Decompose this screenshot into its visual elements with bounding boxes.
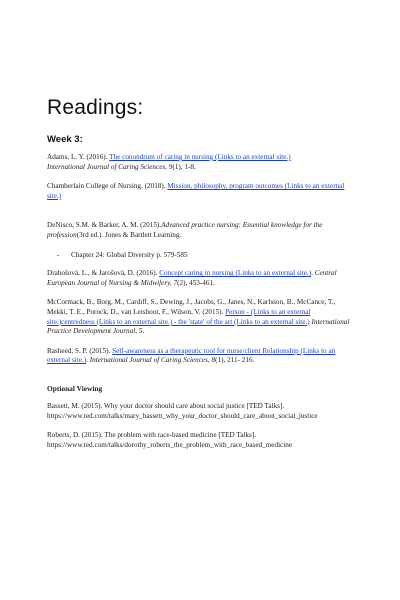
ref-authors: McCormack, B., Borg, M., Cardiff, S., Dewing, J., Jacobs, G., Janes, N., Karlsson, B., McCance, T., Mekki, T. E., Porock, D., van Leishout, F., Wilson, V. (2015). [47,298,336,316]
video-bassett [47,402,357,421]
page-title: Readings: [47,96,144,119]
ref-journal: International Journal of Caring Sciences, 8 [89,356,216,365]
ref-book-title: Advanced practice nursing: Essential knowledge for the profession [47,221,323,239]
ref-journal: International Journal of Caring Sciences, 9 [47,162,173,171]
reference-drahosova [47,269,357,288]
ref-sep: . [311,269,315,278]
reference-link-mccormack[interactable]: Person - (Links to an external site.)centredness (Links to an external site.) - the 'state' of the art (Links to an external site.) [47,307,311,326]
ref-pages: (1), 1-8. [172,162,196,171]
reference-rasheed [47,347,357,366]
chapter-list [47,251,357,261]
chapter-item: - Chapter 24: Global Diversity p. 579-585 [57,251,357,261]
reference-link-drahosova[interactable]: Concept caring in nursing (Links to an external site.) [159,269,312,278]
ref-journal: Central European Journal of Nursing & Midwifery, 7 [47,269,337,287]
optional-viewing-heading: Optional Viewing [47,383,103,393]
week-heading: Week 3: [47,134,83,145]
document-page [47,96,357,460]
video-citation: Bassett, M. (2015). Why your doctor should care about social justice [TED Talks]. [47,401,285,410]
ref-authors: Drahošová, L., & Jarošová, D. (2016). [47,269,160,278]
ref-pages: (1), 211- 216. [215,356,255,365]
video-url: https://www.ted.com/talks/mary_bassett_why_your_doctor_should_care_about_social_justice [47,411,318,420]
ref-pages: . [142,327,145,336]
ref-journal: International Practice Development Journal, 5 [47,317,350,336]
ref-sep: . [86,356,90,365]
reference-mccormack [47,298,357,336]
ref-authors: Adams, L. Y. (2016). [47,153,110,161]
ref-authors: DeNisco, S.M. & Barker, A. M. (2015). [47,221,162,230]
video-citation: Roberts, D. (2015). The problem with race-based medicine [TED Talks]. [47,431,257,440]
video-roberts [47,431,357,450]
reference-denisco [47,221,357,240]
reference-link-rasheed[interactable]: Self-awareness as a therapeutic tool for nurse/client Relationship (Links to an external site.) [47,346,336,365]
ref-publisher: (3rd ed.). Jones & Bartlett Learning. [76,230,182,239]
reference-link-adams[interactable]: The conundrum of caring in nursing (Links to an external site.) [109,153,291,161]
ref-authors: Rasheed, S. P. (2015). [47,346,113,355]
video-url: https://www.ted.com/talks/dorothy_roberts_the_problem_with_race_based_medicine [47,440,293,449]
reference-link-chamberlain[interactable]: Mission, philosophy, program outcomes (Links to an external site.) [47,182,345,200]
reference-adams [47,153,357,172]
reference-chamberlain [47,182,357,201]
ref-authors: Chamberlain College of Nursing. (2018). [47,182,168,191]
ref-pages: (2), 453-461. [177,278,215,287]
